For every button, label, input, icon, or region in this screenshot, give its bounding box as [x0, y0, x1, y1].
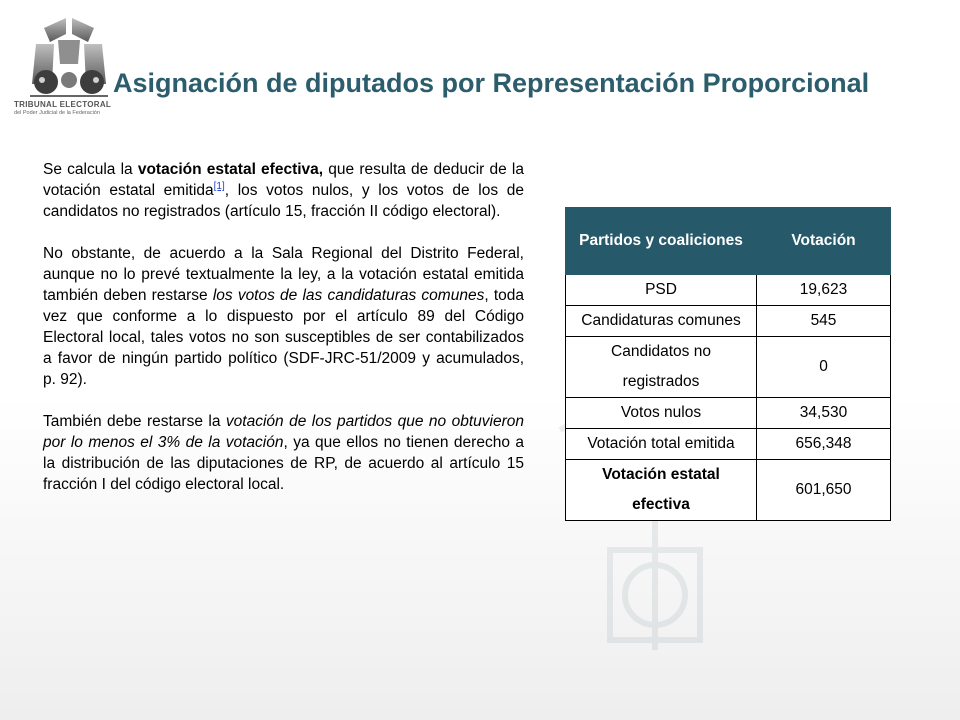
- row-value: 545: [757, 306, 891, 337]
- table-row: [566, 275, 891, 306]
- row-label: Votos nulos: [566, 398, 757, 429]
- p3-italic: votación de los partidos que no obtuvieron por lo menos el 3% de la votación: [43, 413, 524, 451]
- table-row-total: [566, 460, 891, 521]
- footnote-link[interactable]: [1]: [213, 180, 225, 192]
- row-label: Candidaturas comunes: [566, 306, 757, 337]
- row-value: 656,348: [757, 429, 891, 460]
- p1-text-a: Se calcula la: [43, 161, 138, 178]
- column-header-parties: Partidos y coaliciones: [566, 208, 757, 275]
- p1-text-c: , los votos nulos, y los votos de los de candidatos no registrados (artículo 15, fracción II código electoral).: [43, 182, 524, 220]
- table-row: [566, 429, 891, 460]
- paragraph-1: [43, 159, 524, 222]
- p3-text-a: También debe restarse la: [43, 413, 226, 430]
- p1-bold: votación estatal efectiva,: [137, 161, 324, 178]
- p2-text-a: No obstante, de acuerdo a la Sala Regional del Distrito Federal, aunque no lo prevé textualmente la ley, a la votación estatal emitida también deben restarse: [43, 245, 524, 304]
- slide-title: Asignación de diputados por Representación Proporcional: [113, 68, 870, 98]
- logo-line-2: del Poder Judicial de la Federación: [14, 110, 100, 116]
- row-value: 0: [757, 337, 891, 398]
- p2-text-b: , toda vez que conforme a lo dispuesto por el artículo 89 del Código Electoral local, tales votos no son susceptibles de ser contabilizados a favor de ningún partido político (SDF-JRC-51/2009 y acumulados, p. 92).: [43, 287, 524, 388]
- slide-header: [0, 0, 960, 135]
- table-row: [566, 398, 891, 429]
- row-label: Votación estatal efectiva: [566, 460, 757, 521]
- row-label: Candidatos no registrados: [566, 337, 757, 398]
- paragraph-2: [43, 243, 524, 390]
- p2-italic: los votos de las candidaturas comunes: [212, 287, 485, 304]
- logo-line-1: TRIBUNAL ELECTORAL: [14, 100, 112, 109]
- body-text: [43, 159, 524, 516]
- column-header-votes: Votación: [757, 208, 891, 275]
- table-row: [566, 337, 891, 398]
- row-label: PSD: [566, 275, 757, 306]
- table-row: [566, 306, 891, 337]
- votes-table: [565, 207, 891, 521]
- paragraph-3: [43, 411, 524, 495]
- table-header-row: [566, 208, 891, 275]
- row-value: 19,623: [757, 275, 891, 306]
- row-value: 601,650: [757, 460, 891, 521]
- row-value: 34,530: [757, 398, 891, 429]
- row-label: Votación total emitida: [566, 429, 757, 460]
- p3-text-b: , ya que ellos no tienen derecho a la distribución de las diputaciones de RP, de acuerdo al artículo 15 fracción I del código electoral local.: [43, 434, 524, 493]
- p1-text-b: que resulta de deducir de la votación estatal emitida: [43, 161, 524, 199]
